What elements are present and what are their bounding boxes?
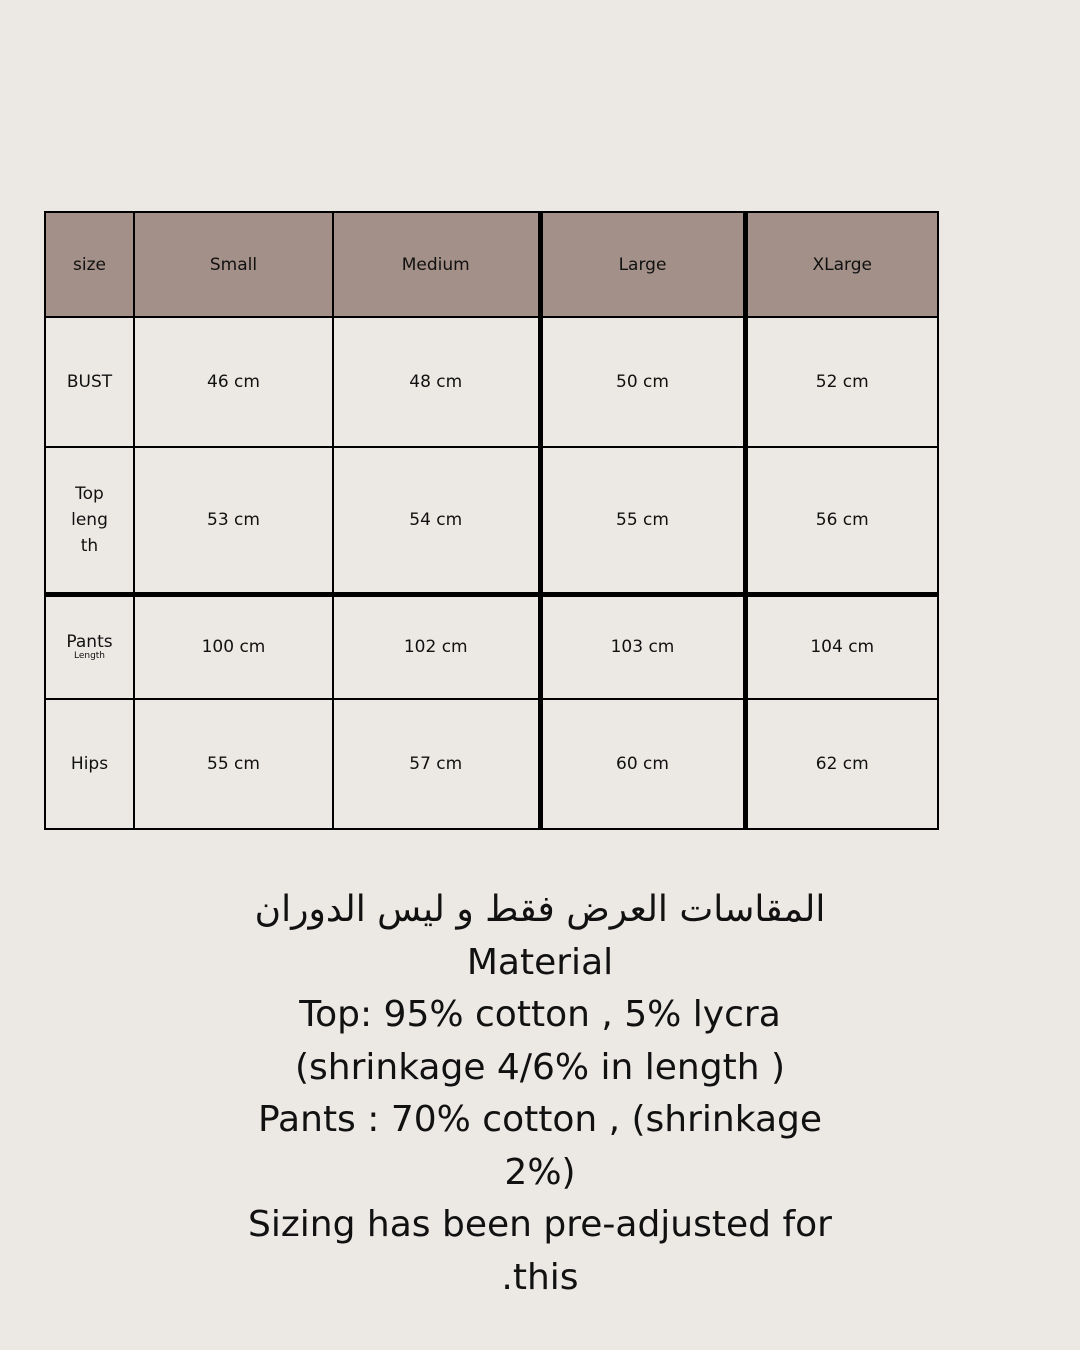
- cell-pants-length-medium: 102 cm: [333, 594, 540, 699]
- row-label-top-length-line: Top: [75, 483, 104, 504]
- arabic-note: المقاسات العرض فقط و ليس الدوران: [254, 889, 826, 930]
- row-label-pants-length: [45, 594, 134, 699]
- material-notes: [0, 884, 1080, 1304]
- row-label-top-length-line: leng: [71, 509, 108, 530]
- cell-top-length-xlarge: 56 cm: [745, 447, 938, 594]
- header-small: Small: [134, 212, 333, 317]
- cell-hips-large: 60 cm: [540, 699, 745, 829]
- header-xlarge: XLarge: [745, 212, 938, 317]
- cell-bust-medium: 48 cm: [333, 317, 540, 447]
- cell-hips-xlarge: 62 cm: [745, 699, 938, 829]
- row-label-bust: BUST: [45, 317, 134, 447]
- top-material: Top: 95% cotton , 5% lycra: [299, 994, 781, 1035]
- cell-pants-length-large: 103 cm: [540, 594, 745, 699]
- sizing-note-line2: .this: [501, 1256, 579, 1298]
- cell-top-length-large: 55 cm: [540, 447, 745, 594]
- cell-hips-small: 55 cm: [134, 699, 333, 829]
- top-shrinkage: (shrinkage 4/6% in length ): [294, 1046, 786, 1088]
- cell-bust-xlarge: 52 cm: [745, 317, 938, 447]
- table-row-pants-length: [45, 594, 938, 699]
- pants-material: Pants : 70% cotton , (shrinkage: [257, 1099, 823, 1140]
- cell-hips-medium: 57 cm: [333, 699, 540, 829]
- row-label-pants: Pants: [66, 631, 113, 652]
- cell-top-length-small: 53 cm: [134, 447, 333, 594]
- header-size: size: [45, 212, 134, 317]
- header-large: Large: [540, 212, 745, 317]
- table-row-bust: [45, 317, 938, 447]
- cell-pants-length-small: 100 cm: [134, 594, 333, 699]
- size-chart-table: [44, 211, 939, 830]
- header-medium: Medium: [333, 212, 540, 317]
- header-row: [45, 212, 938, 317]
- sizing-note-line1: Sizing has been pre-adjusted for: [248, 1204, 832, 1245]
- table-row-hips: [45, 699, 938, 829]
- row-label-top-length-line: th: [80, 535, 99, 556]
- pants-shrinkage: 2%): [504, 1151, 576, 1193]
- cell-bust-large: 50 cm: [540, 317, 745, 447]
- row-label-pants-sub: Length: [73, 650, 106, 661]
- cell-top-length-medium: 54 cm: [333, 447, 540, 594]
- row-label-top-length: [45, 447, 134, 594]
- material-title: Material: [466, 941, 614, 983]
- table-row-top-length: [45, 447, 938, 594]
- cell-bust-small: 46 cm: [134, 317, 333, 447]
- row-label-hips: Hips: [45, 699, 134, 829]
- cell-pants-length-xlarge: 104 cm: [745, 594, 938, 699]
